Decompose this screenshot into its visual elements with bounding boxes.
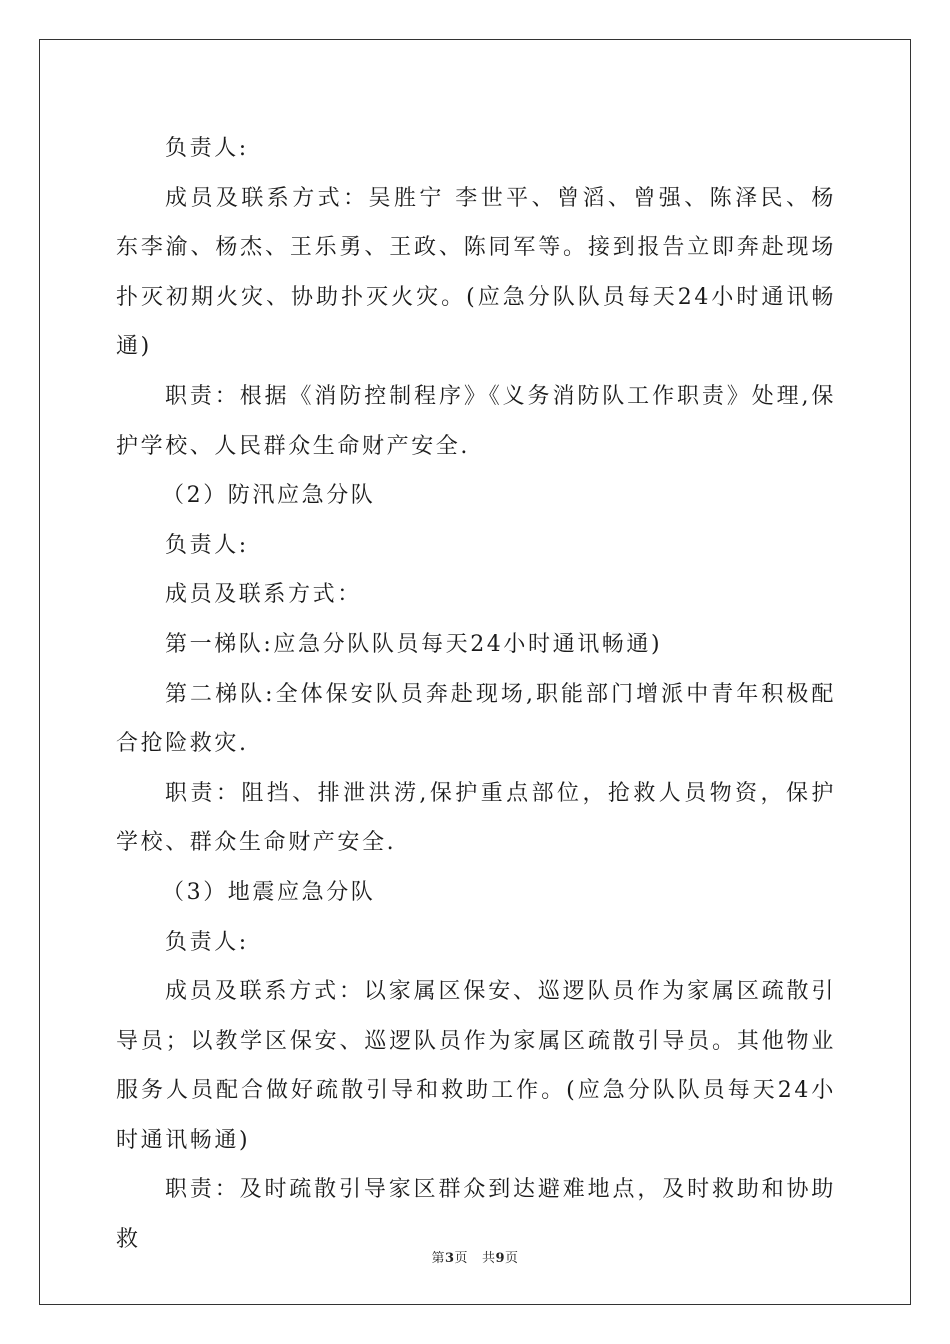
fire-team-duties: 职责：根据《消防控制程序》《义务消防队工作职责》处理,保护学校、人民群众生命财产安全.	[116, 383, 836, 459]
total-prefix: 共	[481, 1251, 496, 1266]
leader-label-fire: 负责人:	[165, 136, 249, 161]
flood-team-members-label: 成员及联系方式：	[165, 582, 362, 608]
flood-second-echelon: 第二梯队:全体保安队员奔赴现场,职能部门增派中青年积极配合抢险救灾.	[116, 681, 836, 757]
earthquake-team-members: 成员及联系方式：以家属区保安、巡逻队员作为家属区疏散引导员；以教学区保安、巡逻队员作为家属区疏散引导员。其他物业服务人员配合做好疏散引导和救助工作。(应急分队队员每天24小时通讯畅通)	[116, 979, 836, 1153]
flood-team-duties: 职责：阻挡、排泄洪涝,保护重点部位，抢救人员物资，保护学校、群众生命财产安全.	[116, 780, 836, 856]
fire-team-members: 成员及联系方式：吴胜宁 李世平、曾滔、曾强、陈泽民、杨东李渝、杨杰、王乐勇、王政、陈同军等。接到报告立即奔赴现场扑灭初期火灾、协助扑灭火灾。(应急分队队员每天24小时通讯畅通)	[116, 185, 836, 360]
document-body	[116, 124, 836, 1265]
earthquake-team-heading: （3）地震应急分队	[162, 879, 376, 905]
leader-label-flood: 负责人:	[165, 532, 249, 558]
page-footer	[0, 1247, 950, 1266]
flood-first-echelon: 第一梯队:应急分队队员每天24小时通讯畅通)	[165, 631, 663, 657]
page-number: 3	[444, 1251, 455, 1266]
earthquake-team-duties: 职责：及时疏散引导家区群众到达避难地点，及时救助和协助救	[116, 1177, 836, 1253]
leader-label-earthquake: 负责人:	[165, 929, 249, 955]
page-prefix: 第	[431, 1251, 445, 1266]
flood-team-heading: （2）防汛应急分队	[162, 483, 376, 509]
page-suffix: 页	[454, 1251, 469, 1266]
total-pages: 9	[495, 1251, 506, 1266]
total-suffix: 页	[505, 1251, 519, 1266]
